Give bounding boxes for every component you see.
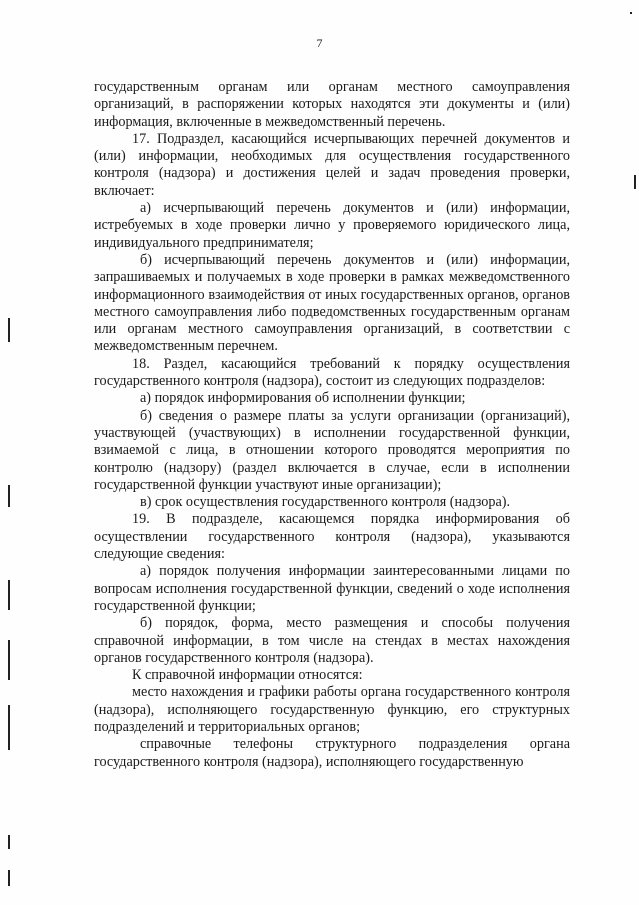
list-item: а) порядок получения информации заинтересованными лицами по вопросам исполнения государственной функции, сведений о ходе исполнения государственной функции; — [94, 563, 570, 614]
scan-artifact — [8, 580, 10, 610]
scan-artifact — [8, 705, 10, 750]
paragraph: 19. В подразделе, касающемся порядка информирования об осуществлении государственного контроля (надзора), указываются следующие сведения: — [94, 511, 570, 563]
scan-artifact — [8, 318, 10, 342]
list-item: а) порядок информирования об исполнении функции; — [140, 390, 466, 407]
scan-artifact — [634, 175, 636, 189]
paragraph: государственным органам или органам местного самоуправления организаций, в распоряжении которых находятся эти документы и (или) информация, включенные в межведомственный перечень. — [94, 79, 570, 130]
list-item: б) сведения о размере платы за услуги организации (организаций), участвующей (участвующих) в исполнении государственной функции, взимаемой с лица, в отношении которого проводятся мероприятия по контролю (надзору) (раздел включается в случае, если в исполнении государственной функции участвуют иные организации); — [94, 407, 570, 493]
paragraph: место нахождения и графики работы органа государственного контроля (надзора), исполняющего государственную функцию, его структурных подразделений и территориальных органов; — [94, 684, 570, 735]
scan-artifact — [8, 485, 10, 507]
scan-artifact — [8, 640, 10, 680]
paragraph: справочные телефоны структурного подразделения органа государственного контроля (надзора), исполняющего государственную — [94, 736, 570, 770]
paragraph: К справочной информации относятся: — [132, 667, 363, 684]
page-number: 7 — [316, 36, 323, 50]
paragraph: 17. Подраздел, касающийся исчерпывающих перечней документов и (или) информации, необходимых для осуществления государственного контроля (надзора) и достижения целей и задач проведения проверки, включает: — [94, 130, 570, 199]
paragraph: 18. Раздел, касающийся требований к порядку осуществления государственного контроля (надзора), состоит из следующих подразделов: — [94, 355, 570, 390]
list-item: б) порядок, форма, место размещения и способы получения справочной информации, в том числе на стендах в местах нахождения органов государственного контроля (надзора). — [94, 615, 570, 666]
scan-artifact — [8, 870, 10, 886]
document-body — [94, 79, 570, 771]
scan-artifact — [8, 835, 10, 849]
list-item: б) исчерпывающий перечень документов и (или) информации, запрашиваемых и получаемых в ходе проверки в рамках межведомственного информационного взаимодействия от иных государственных органов, органов местного самоуправления либо подведомственных государственным органам или органам местного самоуправления организаций, в соответствии с межведомственным перечнем. — [94, 251, 570, 355]
list-item: а) исчерпывающий перечень документов и (или) информации, истребуемых в ходе проверки лично у проверяемого юридического лица, индивидуального предпринимателя; — [94, 200, 570, 251]
scan-artifact — [630, 12, 632, 14]
list-item: в) срок осуществления государственного контроля (надзора). — [140, 494, 511, 511]
